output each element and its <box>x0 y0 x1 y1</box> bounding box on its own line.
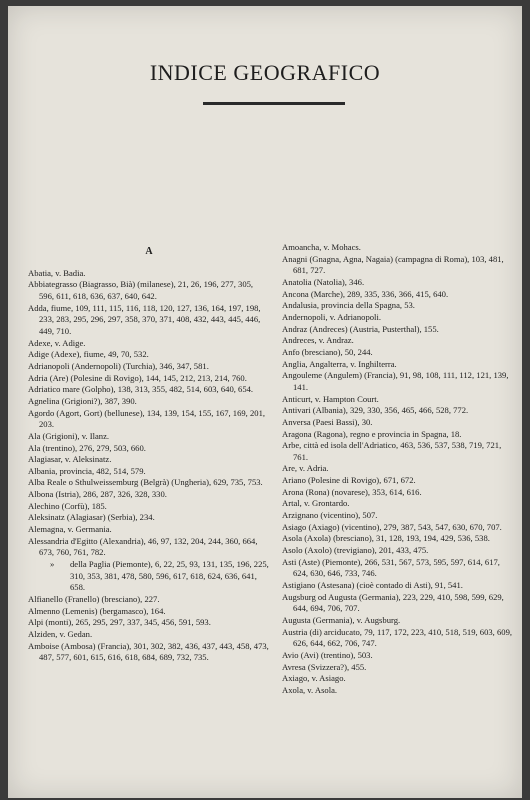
index-entry: Amoancha, v. Mohacs. <box>282 242 361 252</box>
index-entry: Amboise (Ambosa) (Francia), 301, 302, 382, 436, 437, 443, 458, 473, 487, 577, 601, 615, 616, 618, 684, 689, 732, 735. <box>28 640 269 663</box>
sub-entry-text: della Paglia (Piemonte), 6, 22, 25, 93, 131, 135, 196, 225, 310, 353, 381, 478, 580, 596, 617, 618, 624, 636, 641, 658. <box>70 559 269 593</box>
index-entry: Asti (Aste) (Piemonte), 266, 531, 567, 573, 595, 597, 614, 617, 624, 630, 646, 733, 746. <box>282 556 500 579</box>
left-entry-list-continued <box>28 594 270 664</box>
index-entry: Antivari (Albania), 329, 330, 356, 465, 466, 528, 772. <box>282 405 469 416</box>
index-page <box>8 6 522 798</box>
right-column <box>282 242 512 697</box>
index-entry: Avresa (Svizzera?), 455. <box>282 661 367 672</box>
index-entry: Alemagna, v. Germania. <box>28 524 112 535</box>
index-entry: Angouleme (Angulem) (Francia), 91, 98, 108, 111, 112, 121, 139, 141. <box>282 370 509 392</box>
index-entry: Arona (Rona) (novarese), 353, 614, 616. <box>282 486 422 497</box>
index-entry: Anticurt, v. Hampton Court. <box>282 393 379 404</box>
index-entry: Alfianello (Franello) (bresciano), 227. <box>28 594 160 605</box>
index-entry: Are, v. Adria. <box>282 463 329 474</box>
index-entry: Ancona (Marche), 289, 335, 336, 366, 415, 640. <box>282 288 449 299</box>
index-entry: Almenno (Lemenis) (bergamasco), 164. <box>28 605 166 616</box>
index-entry: Abatia, v. Badia. <box>28 267 86 278</box>
index-entry: Austria (di) arciducato, 79, 117, 172, 223, 410, 518, 519, 603, 609, 626, 644, 662, 706, 747. <box>282 626 513 649</box>
index-entry: Asola (Axola) (bresciano), 31, 128, 193, 194, 429, 536, 538. <box>282 533 490 544</box>
index-entry: Asiago (Axiago) (vicentino), 279, 387, 543, 547, 630, 670, 707. <box>282 521 502 532</box>
index-entry: Artal, v. Grontardo. <box>282 498 350 509</box>
index-entry: Arbe, città ed isola dell'Adriatico, 463, 536, 537, 538, 719, 721, 761. <box>282 440 502 462</box>
index-entry: Aleksinatz (Alagiasar) (Serbia), 234. <box>28 512 155 523</box>
index-entry: Ariano (Polesine di Rovigo), 671, 672. <box>282 475 416 486</box>
left-column <box>28 246 270 664</box>
index-entry: Anagni (Gnagna, Agna, Nagaia) (campagna di Roma), 103, 481, 681, 727. <box>282 253 504 276</box>
index-entry: Alziden, v. Gedan. <box>28 629 93 639</box>
index-entry: Aragona (Ragona), regno e provincia in Spagna, 18. <box>282 428 462 439</box>
index-entry: Anversa (Paesi Bassi), 30. <box>282 416 373 427</box>
index-entry: Andalusia, provincia della Spagna, 53. <box>282 300 415 311</box>
index-entry: Axiago, v. Asiago. <box>282 673 346 684</box>
sub-entry <box>28 559 270 594</box>
index-entry: Adria (Are) (Polesine di Rovigo), 144, 145, 212, 213, 214, 760. <box>28 372 247 383</box>
index-entry: Adrianopoli (Andernopoli) (Turchia), 346, 347, 581. <box>28 360 209 371</box>
index-entry: Alagiasar, v. Aleksinatz. <box>28 454 112 465</box>
index-entry: Andraz (Andreces) (Austria, Pusterthal), 155. <box>282 323 439 334</box>
index-entry: Agordo (Agort, Gort) (bellunese), 134, 139, 154, 155, 167, 169, 201, 203. <box>28 407 266 430</box>
index-entry: Adexe, v. Adige. <box>28 337 86 348</box>
index-entry: Augsburg od Augusta (Germania), 223, 229, 410, 598, 599, 629, 644, 694, 706, 707. <box>282 591 504 614</box>
index-entry: Axola, v. Asola. <box>282 684 338 695</box>
index-entry: Adda, fiume, 109, 111, 115, 116, 118, 120, 127, 136, 164, 197, 198, 233, 283, 295, 296, 297, 358, 370, 371, 408, 432, 443, 445, 446, 449, 710. <box>28 302 261 336</box>
index-entry: Alba Reale o Sthulweissemburg (Belgrà) (Ungheria), 629, 735, 753. <box>28 477 263 488</box>
ditto-mark: » <box>50 559 55 570</box>
index-entry: Anglia, Angalterra, v. Inghilterra. <box>282 358 397 369</box>
index-entry: Astigiano (Astesana) (cioè contado di Asti), 91, 541. <box>282 580 463 591</box>
index-entry: Ala (trentino), 276, 279, 503, 660. <box>28 442 146 453</box>
index-entry: Anatolia (Natolia), 346. <box>282 276 365 287</box>
index-entry: Adige (Adexe), fiume, 49, 70, 532. <box>28 349 149 360</box>
index-entry: Alechino (Corfù), 185. <box>28 500 107 511</box>
section-letter: A <box>145 246 153 257</box>
index-entry: Ala (Grigioni), v. Ilanz. <box>28 430 110 441</box>
index-entry: Anfo (bresciano), 50, 244. <box>282 346 373 357</box>
index-entry: Andernopoli, v. Adrianopoli. <box>282 311 381 322</box>
index-entry: Adriatico mare (Golpho), 138, 313, 355, 482, 514, 603, 640, 654. <box>28 384 254 395</box>
right-entry-list <box>282 242 512 697</box>
page-title: INDICE GEOGRAFICO <box>149 60 381 85</box>
title-rule <box>203 102 345 105</box>
index-entry: Albona (Istria), 286, 287, 326, 328, 330. <box>28 489 167 500</box>
index-entry: Arzignano (vicentino), 507. <box>282 510 378 521</box>
index-entry: Albania, provincia, 482, 514, 579. <box>28 465 146 476</box>
index-entry: Agnelina (Grigioni?), 387, 390. <box>28 395 137 406</box>
index-entry: Abbiategrasso (Biagrasso, Bià) (milanese), 21, 26, 196, 277, 305, 596, 611, 618, 636, 637, 640, 642. <box>28 279 254 301</box>
index-entry: Alessandria d'Egitto (Alexandria), 46, 97, 132, 204, 244, 360, 664, 673, 760, 761, 782. <box>28 535 258 558</box>
left-entry-list <box>28 268 270 559</box>
index-entry: Alpi (monti), 265, 295, 297, 337, 345, 456, 591, 593. <box>28 617 211 628</box>
index-entry: Augusta (Germania), v. Augsburg. <box>282 615 401 625</box>
index-entry: Avio (Avi) (trentino), 503. <box>282 649 373 660</box>
index-entry: Asolo (Axolo) (trevigiano), 201, 433, 475. <box>282 545 429 556</box>
index-entry: Andreces, v. Andraz. <box>282 335 354 346</box>
